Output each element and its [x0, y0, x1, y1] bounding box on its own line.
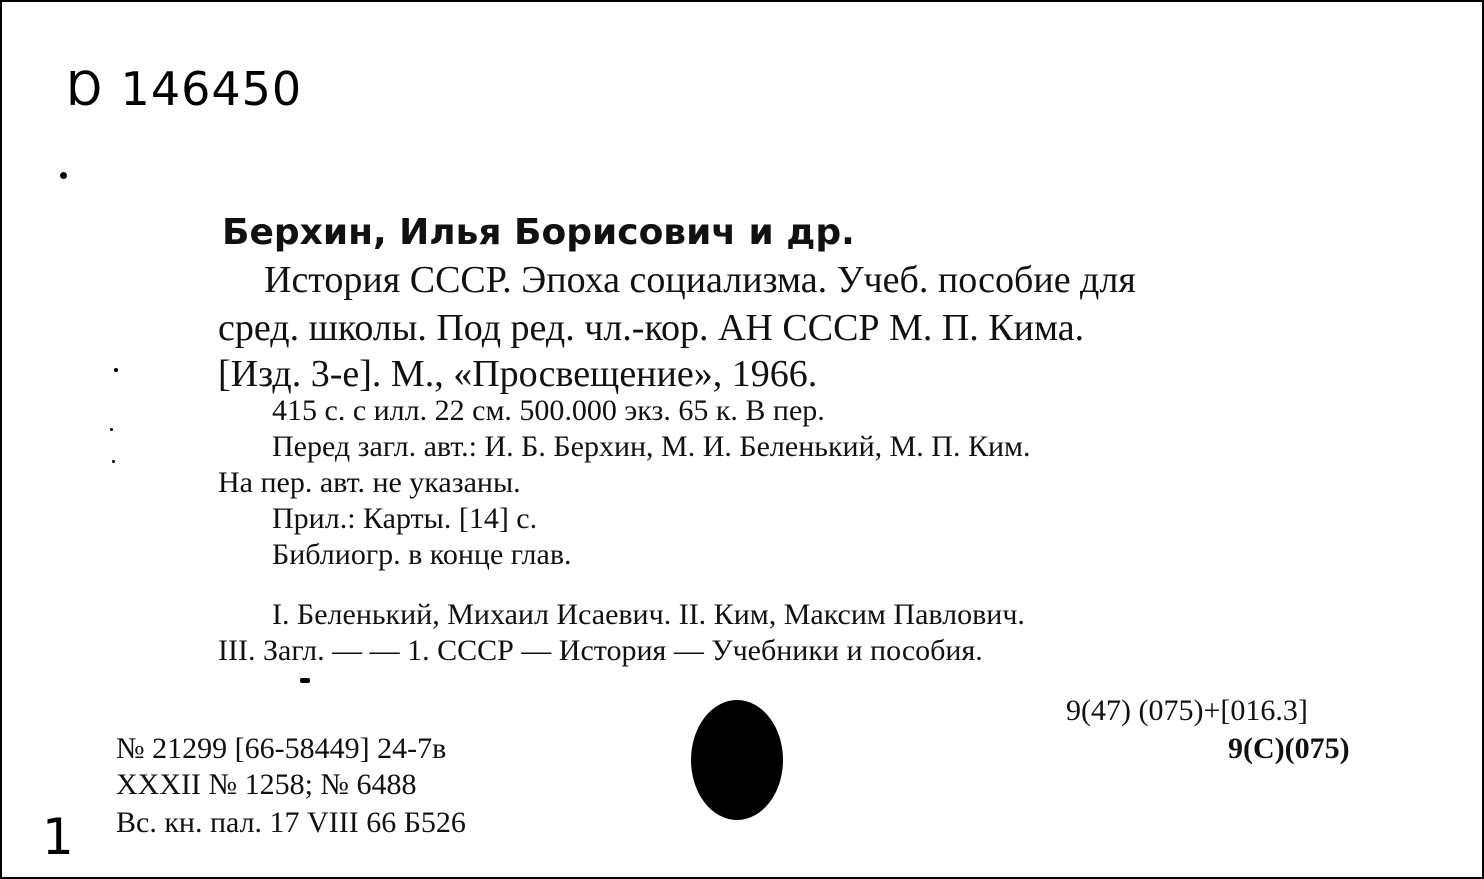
record-series: XXXII № 1258; № 6488 [116, 768, 417, 801]
speck-dot [114, 368, 118, 372]
author-heading: Берхин, Илья Борисович и др. [222, 212, 855, 253]
speck-dot [112, 460, 115, 463]
physical-description: 415 с. с илл. 22 см. 500.000 экз. 65 к. В пер. [272, 394, 825, 427]
speck-dot [300, 678, 310, 683]
authors-note-2: На пер. авт. не указаны. [218, 466, 521, 499]
inventory-number: Ɒ 146450 [68, 62, 303, 116]
classification-index-2: 9(С)(075) [1228, 732, 1350, 765]
authors-note-1: Перед загл. авт.: И. Б. Берхин, М. И. Беленький, М. П. Ким. [272, 430, 1031, 463]
tracing-line-2: III. Загл. — — 1. СССР — История — Учебники и пособия. [218, 634, 983, 667]
title-line-3: [Изд. 3-е]. М., «Просвещение», 1966. [218, 353, 818, 395]
bibliography-note: Библиогр. в конце глав. [272, 538, 572, 571]
copy-mark: 1 [42, 808, 74, 866]
tracing-line-1: I. Беленький, Михаил Исаевич. II. Ким, Максим Павлович. [272, 598, 1025, 631]
appendix-note: Прил.: Карты. [14] с. [272, 502, 538, 535]
speck-dot [60, 172, 67, 179]
record-number: № 21299 [66-58449] 24-7в [116, 732, 447, 765]
record-chamber: Вс. кн. пал. 17 VIII 66 Б526 [116, 806, 466, 839]
title-line-2: сред. школы. Под ред. чл.-кор. АН СССР М. П. Кима. [218, 307, 1085, 349]
classification-index-1: 9(47) (075)+[016.3] [1066, 694, 1308, 727]
punch-hole [691, 700, 783, 820]
speck-dot [110, 428, 113, 431]
title-line-1: История СССР. Эпоха социализма. Учеб. пособие для [264, 259, 1136, 301]
